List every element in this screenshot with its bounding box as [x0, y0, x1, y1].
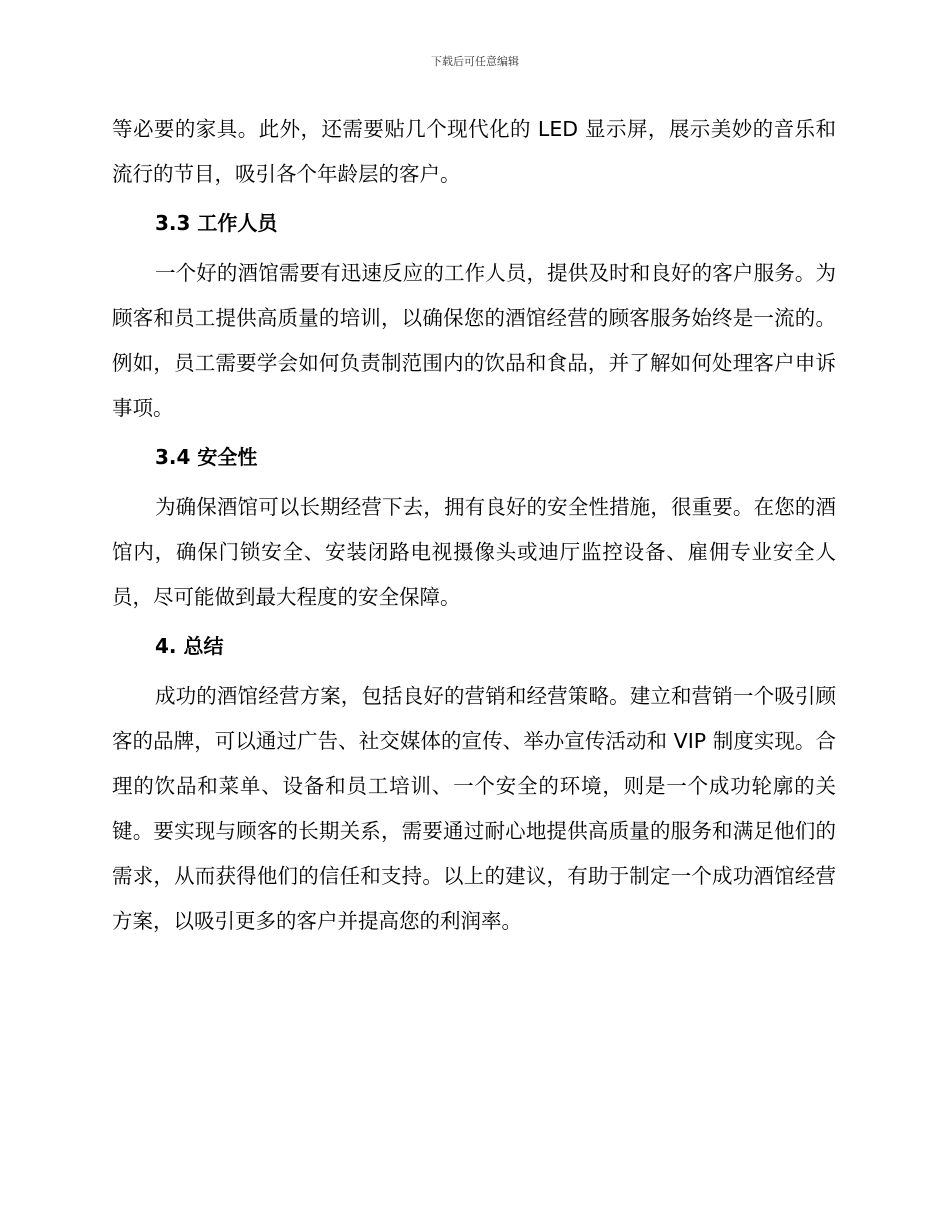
paragraph-summary: 成功的酒馆经营方案，包括良好的营销和经营策略。建立和营销一个吸引顾客的品牌，可以通过广告、社交媒体的宣传、举办宣传活动和 VIP 制度实现。合理的饮品和菜单、设备和员工培训、一个安全的环境，则是一个成功轮廓的关键。要实现与顾客的长期关系，需要通过耐心地提供高质量的服务和满足他们的需求，从而获得他们的信任和支持。以上的建议，有助于制定一个成功酒馆经营方案，以吸引更多的客户并提高您的利润率。	[112, 684, 836, 933]
document-body	[112, 107, 836, 944]
paragraph-safety: 为确保酒馆可以长期经营下去，拥有良好的安全性措施，很重要。在您的酒馆内，确保门锁安全、安装闭路电视摄像头或迪厅监控设备、雇佣专业安全人员，尽可能做到最大程度的安全保障。	[112, 495, 836, 609]
section-heading-4: 4. 总结	[155, 634, 224, 658]
paragraph-staff: 一个好的酒馆需要有迅速反应的工作人员，提供及时和良好的客户服务。为顾客和员工提供高质量的培训，以确保您的酒馆经营的顾客服务始终是一流的。例如，员工需要学会如何负责制范围内的饮品和食品，并了解如何处理客户申诉事项。	[112, 261, 836, 420]
section-heading-3-4: 3.4 安全性	[155, 445, 258, 469]
paragraph-continuation: 等必要的家具。此外，还需要贴几个现代化的 LED 显示屏，展示美妙的音乐和流行的节目，吸引各个年龄层的客户。	[112, 117, 836, 186]
section-heading-3-3: 3.3 工作人员	[155, 211, 278, 235]
page-header: 下载后可任意编辑	[431, 55, 519, 68]
